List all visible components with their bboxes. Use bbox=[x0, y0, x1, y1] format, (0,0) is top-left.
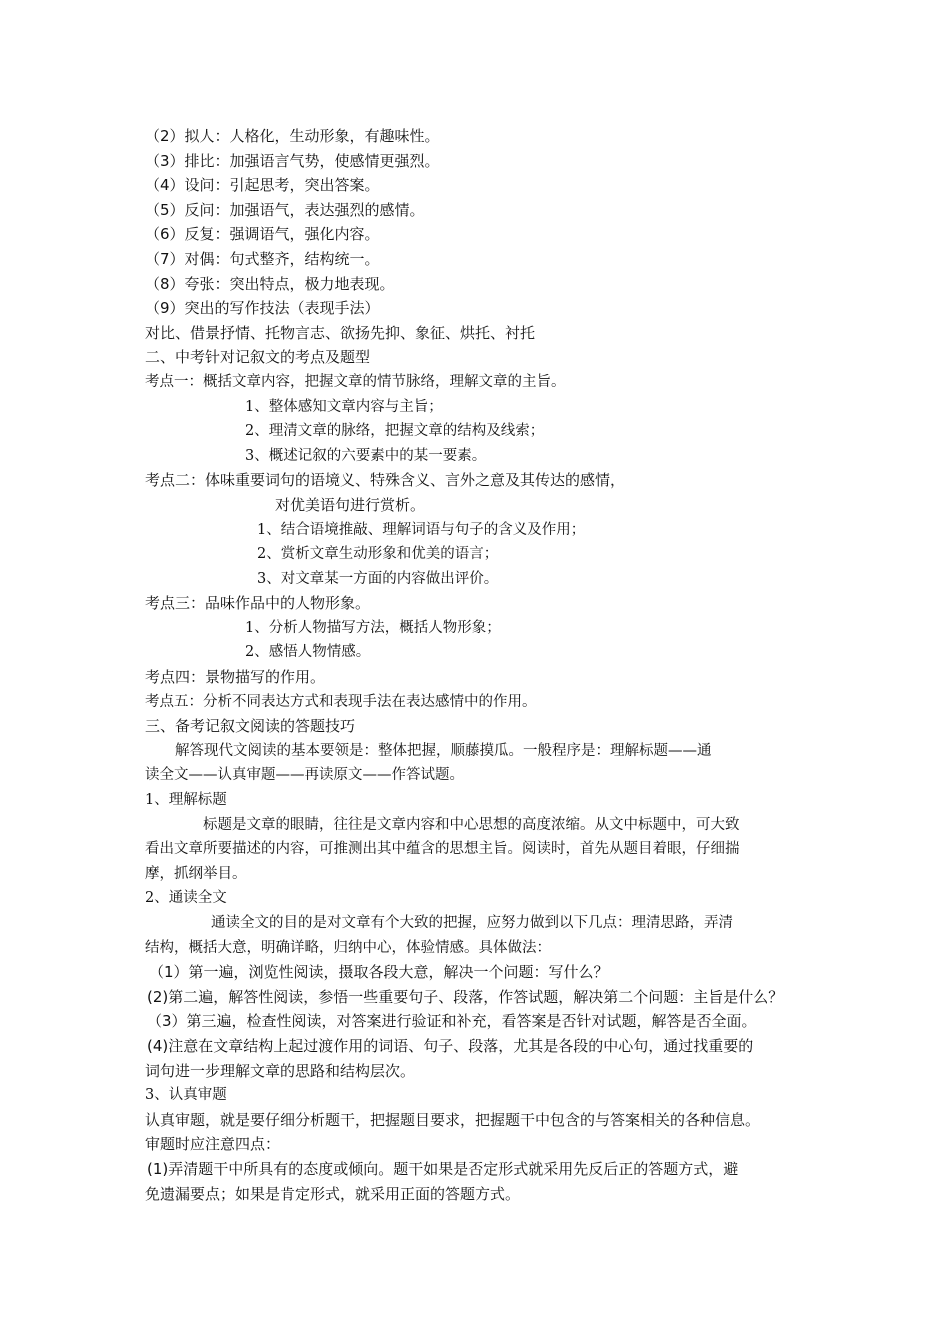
basic-essentials-paragraph-line-1: 解答现代文阅读的基本要领是：整体把握，顺藤摸瓜。一般程序是：理解标题——通 bbox=[175, 742, 712, 759]
careful-review-paragraph-line-1: 认真审题，就是要仔细分析题干，把握题目要求，把握题干中包含的与答案相关的各种信息。 bbox=[145, 1110, 761, 1129]
exam-point-three-sub-1: 1、分析人物描写方法，概括人物形象； bbox=[245, 619, 501, 636]
rhetoric-item-repetition: （6）反复：强调语气，强化内容。 bbox=[145, 225, 380, 244]
exam-point-one: 考点一：概括文章内容，把握文章的情节脉络，理解文章的主旨。 bbox=[145, 373, 566, 390]
rhetoric-item-parallelism: （3）排比：加强语言气势，使感情更强烈。 bbox=[145, 151, 440, 170]
rhetoric-item-rhetorical-question-answer: （4）设问：引起思考，突出答案。 bbox=[145, 176, 380, 195]
section-heading-answering-skills: 三、备考记叙文阅读的答题技巧 bbox=[145, 717, 356, 736]
basic-essentials-paragraph-line-2: 读全文——认真审题——再读原文——作答试题。 bbox=[145, 767, 464, 784]
exam-point-one-sub-3: 3、概述记叙的六要素中的某一要素。 bbox=[245, 447, 487, 464]
rhetoric-item-personification: （2）拟人：人格化，生动形象，有趣味性。 bbox=[145, 127, 440, 145]
exam-point-five: 考点五：分析不同表达方式和表现手法在表达感情中的作用。 bbox=[145, 693, 537, 710]
exam-point-three-sub-2: 2、感悟人物情感。 bbox=[245, 644, 371, 661]
read-step-3: （3）第三遍，检查性阅读，对答案进行验证和补充，看答案是否针对试题，解答是否全面。 bbox=[147, 1012, 757, 1031]
read-step-4-line-2: 词句进一步理解文章的思路和结构层次。 bbox=[145, 1061, 416, 1080]
read-step-4-line-1: (4)注意在文章结构上起过渡作用的词语、句子、段落，尤其是各段的中心句，通过找重要的 bbox=[147, 1036, 754, 1055]
read-through-paragraph-line-2: 结构，概括大意，明确详略，归纳中心，体验情感。具体做法： bbox=[145, 939, 551, 956]
writing-techniques-list: 对比、借景抒情、托物言志、欲扬先抑、象征、烘托、衬托 bbox=[145, 323, 536, 342]
title-paragraph-line-1: 标题是文章的眼睛，往往是文章内容和中心思想的高度浓缩。从文中标题中，可大致 bbox=[203, 816, 740, 833]
careful-review-paragraph-line-2: 审题时应注意四点： bbox=[145, 1135, 281, 1154]
exam-point-one-sub-2: 2、理清文章的脉络，把握文章的结构及线索； bbox=[245, 423, 545, 440]
exam-point-two-continued: 对优美语句进行赏析。 bbox=[275, 495, 426, 514]
review-point-1-line-2: 免遗漏要点；如果是肯定形式，就采用正面的答题方式。 bbox=[145, 1184, 521, 1203]
subheading-careful-review: 3、认真审题 bbox=[145, 1087, 227, 1104]
rhetoric-item-hyperbole: （8）夸张：突出特点，极力地表现。 bbox=[145, 274, 395, 293]
read-step-1: （1）第一遍，浏览性阅读，摄取各段大意，解决一个问题：写什么？ bbox=[149, 963, 609, 982]
exam-point-two: 考点二：体味重要词句的语境义、特殊含义、言外之意及其传达的感情， bbox=[145, 471, 626, 490]
exam-point-two-sub-2: 2、赏析文章生动形象和优美的语言； bbox=[257, 546, 499, 563]
rhetoric-item-rhetorical-question: （5）反问：加强语气，表达强烈的感情。 bbox=[145, 200, 425, 219]
section-heading-exam-points: 二、中考针对记叙文的考点及题型 bbox=[145, 348, 371, 367]
title-paragraph-line-3: 摩，抓纲举目。 bbox=[145, 865, 247, 882]
rhetoric-item-writing-techniques: （9）突出的写作技法（表现手法） bbox=[145, 299, 380, 318]
read-step-2: (2)第二遍，解答性阅读，参悟一些重要句子、段落，作答试题，解决第二个问题：主旨是什么？ bbox=[147, 987, 784, 1006]
title-paragraph-line-2: 看出文章所要描述的内容，可推测出其中蕴含的思想主旨。阅读时，首先从题目着眼，仔细揣 bbox=[145, 841, 740, 858]
document-page bbox=[145, 124, 815, 1206]
exam-point-four: 考点四：景物描写的作用。 bbox=[145, 668, 326, 687]
subheading-understand-title: 1、理解标题 bbox=[145, 792, 227, 809]
exam-point-two-sub-3: 3、对文章某一方面的内容做出评价。 bbox=[257, 570, 499, 587]
exam-point-three: 考点三：品味作品中的人物形象。 bbox=[145, 594, 371, 613]
rhetoric-item-antithesis: （7）对偶：句式整齐，结构统一。 bbox=[145, 249, 380, 268]
subheading-read-through: 2、通读全文 bbox=[145, 890, 227, 907]
exam-point-two-sub-1: 1、结合语境推敲、理解词语与句子的含义及作用； bbox=[257, 521, 586, 538]
review-point-1-line-1: (1)弄清题干中所具有的态度或倾向。题干如果是否定形式就采用先反后正的答题方式，避 bbox=[147, 1159, 739, 1178]
read-through-paragraph-line-1: 通读全文的目的是对文章有个大致的把握，应努力做到以下几点：理清思路，弄清 bbox=[211, 915, 733, 931]
exam-point-one-sub-1: 1、整体感知文章内容与主旨； bbox=[245, 398, 443, 415]
